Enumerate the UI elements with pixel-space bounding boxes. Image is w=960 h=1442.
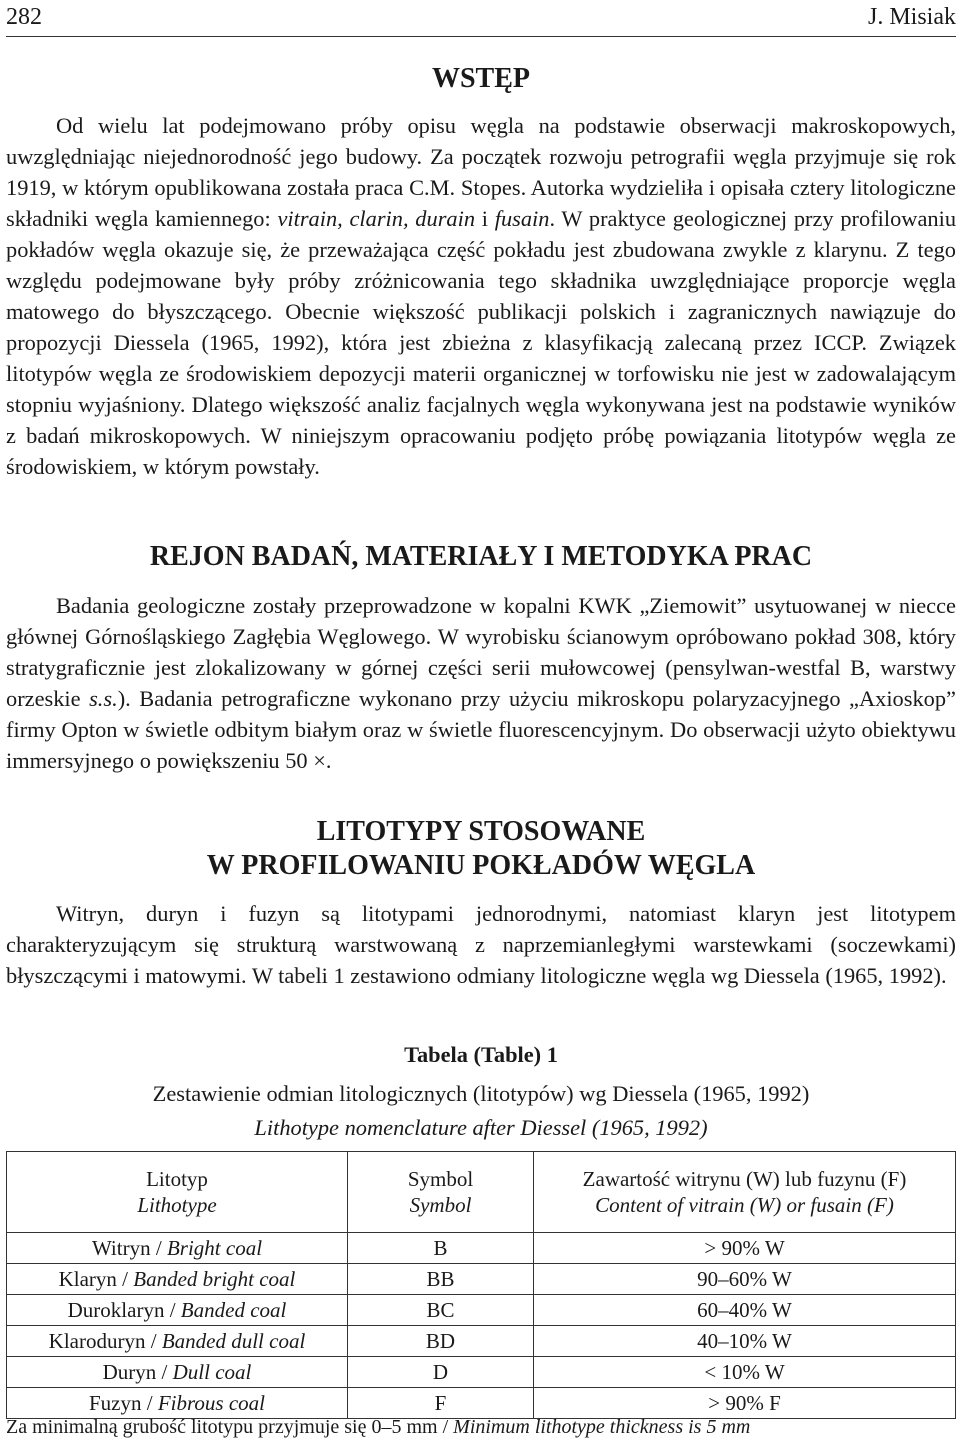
cell-lithotype — [7, 1357, 348, 1388]
lithotype-en: Banded bright coal — [133, 1267, 296, 1291]
separator: / — [437, 1416, 454, 1438]
term-list: vitrain, clarin, durain — [277, 206, 476, 231]
title-line-2: W PROFILOWANIU POKŁADÓW WĘGLA — [206, 850, 756, 881]
paragraph-text: ). Badania petrograficzne wykonano przy użyciu mikroskopu polaryzacyjnego „Axioskop” firmy Opton w świetle odbitym białym oraz w świetle fluorescencyjnym. Do obserwacji użyto obiektywu immersyjnego o powiększeniu 50 ×. — [6, 686, 956, 773]
cell-content: 40–10% W — [534, 1326, 956, 1357]
term-fusain: fusain — [494, 206, 550, 231]
footnote-en: Minimum lithotype thickness is 5 mm — [453, 1416, 751, 1438]
paragraph-text: . W praktyce geologicznej przy profilowaniu pokładów węgla okazuje się, że przeważająca część pokładu jest zbudowana zwykle z klarynu. Z tego względu podejmowane były próby zróżnicowania tego składnika uwzględniające proporcje węgla matowego do błyszczącego. Obecnie większość publikacji polskich i zagranicznych nawiązuje do propozycji Diessela (1965, 1992), która jest zbieżna z klasyfikacją zalecaną przez ICCP. Związek litotypów węgla ze środowiskiem depozycji materii organicznej w torfowisku nie jest w zadowalającym stopniu wyjaśniony. Dlatego większość analiz facjalnych węgla wykonywana jest na podstawie wyników z badań mikroskopowych. W niniejszym opracowaniu podjęto próbę powiązania litotypów węgla ze środowiskiem, w którym powstały. — [6, 206, 957, 479]
header-cell-content — [534, 1152, 956, 1233]
paragraph-text: Od wielu lat podejmowano próby opisu węgla na podstawie obserwacji makroskopowych, uwzględniając niejednorodność jego budowy. Za początek rozwoju petrografii węgla przyjmuje się rok 1919, w którym opublikowana została praca C.M. Stopes. Autorka wydzieliła i opisała cztery litologiczne składniki węgla kamiennego: — [6, 113, 956, 231]
cell-symbol: F — [348, 1388, 534, 1419]
header-en: Content of vitrain (W) or fusain (F) — [595, 1193, 894, 1217]
cell-lithotype — [7, 1326, 348, 1357]
section-title-litotypy — [6, 815, 956, 883]
lithotype-en: Fibrous coal — [157, 1391, 265, 1415]
table-number: Tabela (Table) 1 — [404, 1042, 558, 1067]
table-row — [7, 1264, 956, 1295]
separator: / — [141, 1391, 158, 1415]
header-pl: Litotyp — [146, 1167, 208, 1191]
separator: / — [150, 1236, 167, 1260]
cell-lithotype — [7, 1233, 348, 1264]
title-line-1: LITOTYPY STOSOWANE — [316, 816, 646, 847]
lithotype-pl: Klaryn — [58, 1267, 117, 1291]
running-header — [6, 0, 956, 34]
lithotype-en: Dull coal — [172, 1360, 252, 1384]
table-row — [7, 1233, 956, 1264]
paragraph-text: i — [475, 206, 495, 231]
cell-symbol: BD — [348, 1326, 534, 1357]
lithotype-en: Banded coal — [180, 1298, 287, 1322]
section-title-rejon: REJON BADAŃ, MATERIAŁY I METODYKA PRAC — [149, 541, 813, 572]
separator: / — [164, 1298, 181, 1322]
table-header-row — [7, 1152, 956, 1233]
paragraph-rejon — [6, 590, 956, 776]
section-title-wstep: WSTĘP — [431, 63, 531, 94]
cell-content: > 90% F — [534, 1388, 956, 1419]
separator: / — [156, 1360, 173, 1384]
page-number: 282 — [6, 4, 42, 30]
lithotype-pl: Klaroduryn — [48, 1329, 146, 1353]
table-caption-pl: Zestawienie odmian litologicznych (litotypów) wg Diessela (1965, 1992) — [152, 1081, 810, 1106]
footnote-pl: Za minimalną grubość litotypu przyjmuje się 0–5 mm — [6, 1416, 438, 1438]
paragraph-text: Badania geologiczne zostały przeprowadzone w kopalni KWK „Ziemowit” usytuowanej w niecce głównej Górnośląskiego Zagłębia Węglowego. W wyrobisku ścianowym opróbowano pokład 308, który stratygraficznie jest zlokalizowany w górnej części serii mułowcowej (pensylwan-westfal B, warstwy orzeskie — [6, 593, 956, 711]
cell-content: > 90% W — [534, 1233, 956, 1264]
header-cell-lithotype — [7, 1152, 348, 1233]
header-cell-symbol — [348, 1152, 534, 1233]
header-pl: Symbol — [407, 1167, 474, 1191]
table-caption-en: Lithotype nomenclature after Diessel (1965, 1992) — [254, 1115, 708, 1140]
cell-lithotype — [7, 1264, 348, 1295]
lithotype-table — [6, 1151, 956, 1419]
lithotype-en: Banded dull coal — [161, 1329, 306, 1353]
lithotype-pl: Duroklaryn — [67, 1298, 165, 1322]
separator: / — [145, 1329, 162, 1353]
header-en: Symbol — [409, 1193, 472, 1217]
table-footnote — [6, 1413, 956, 1441]
lithotype-en: Bright coal — [166, 1236, 263, 1260]
cell-content: < 10% W — [534, 1357, 956, 1388]
cell-content: 60–40% W — [534, 1295, 956, 1326]
paragraph-wstep — [6, 110, 956, 482]
cell-symbol: BB — [348, 1264, 534, 1295]
cell-symbol: D — [348, 1357, 534, 1388]
running-author: J. Misiak — [867, 4, 956, 30]
paragraph-litotypy: Witryn, duryn i fuzyn są litotypami jednorodnymi, natomiast klaryn jest litotypem charakteryzującym się strukturą warstwowaną z naprzemianległymi warstewkami (soczewkami) błyszczącymi i matowymi. W tabeli 1 zestawiono odmiany litologiczne węgla wg Diessela (1965, 1992). — [6, 901, 956, 988]
header-pl: Zawartość witrynu (W) lub fuzynu (F) — [582, 1167, 907, 1191]
cell-content: 90–60% W — [534, 1264, 956, 1295]
header-rule — [6, 36, 956, 37]
cell-lithotype — [7, 1295, 348, 1326]
lithotype-pl: Duryn — [102, 1360, 157, 1384]
abbreviation: s.s. — [89, 686, 118, 711]
table-row — [7, 1326, 956, 1357]
table-row — [7, 1357, 956, 1388]
cell-symbol: B — [348, 1233, 534, 1264]
lithotype-pl: Witryn — [91, 1236, 151, 1260]
lithotype-pl: Fuzyn — [89, 1391, 142, 1415]
header-en: Lithotype — [137, 1193, 217, 1217]
table-row — [7, 1295, 956, 1326]
separator: / — [116, 1267, 134, 1291]
cell-symbol: BC — [348, 1295, 534, 1326]
